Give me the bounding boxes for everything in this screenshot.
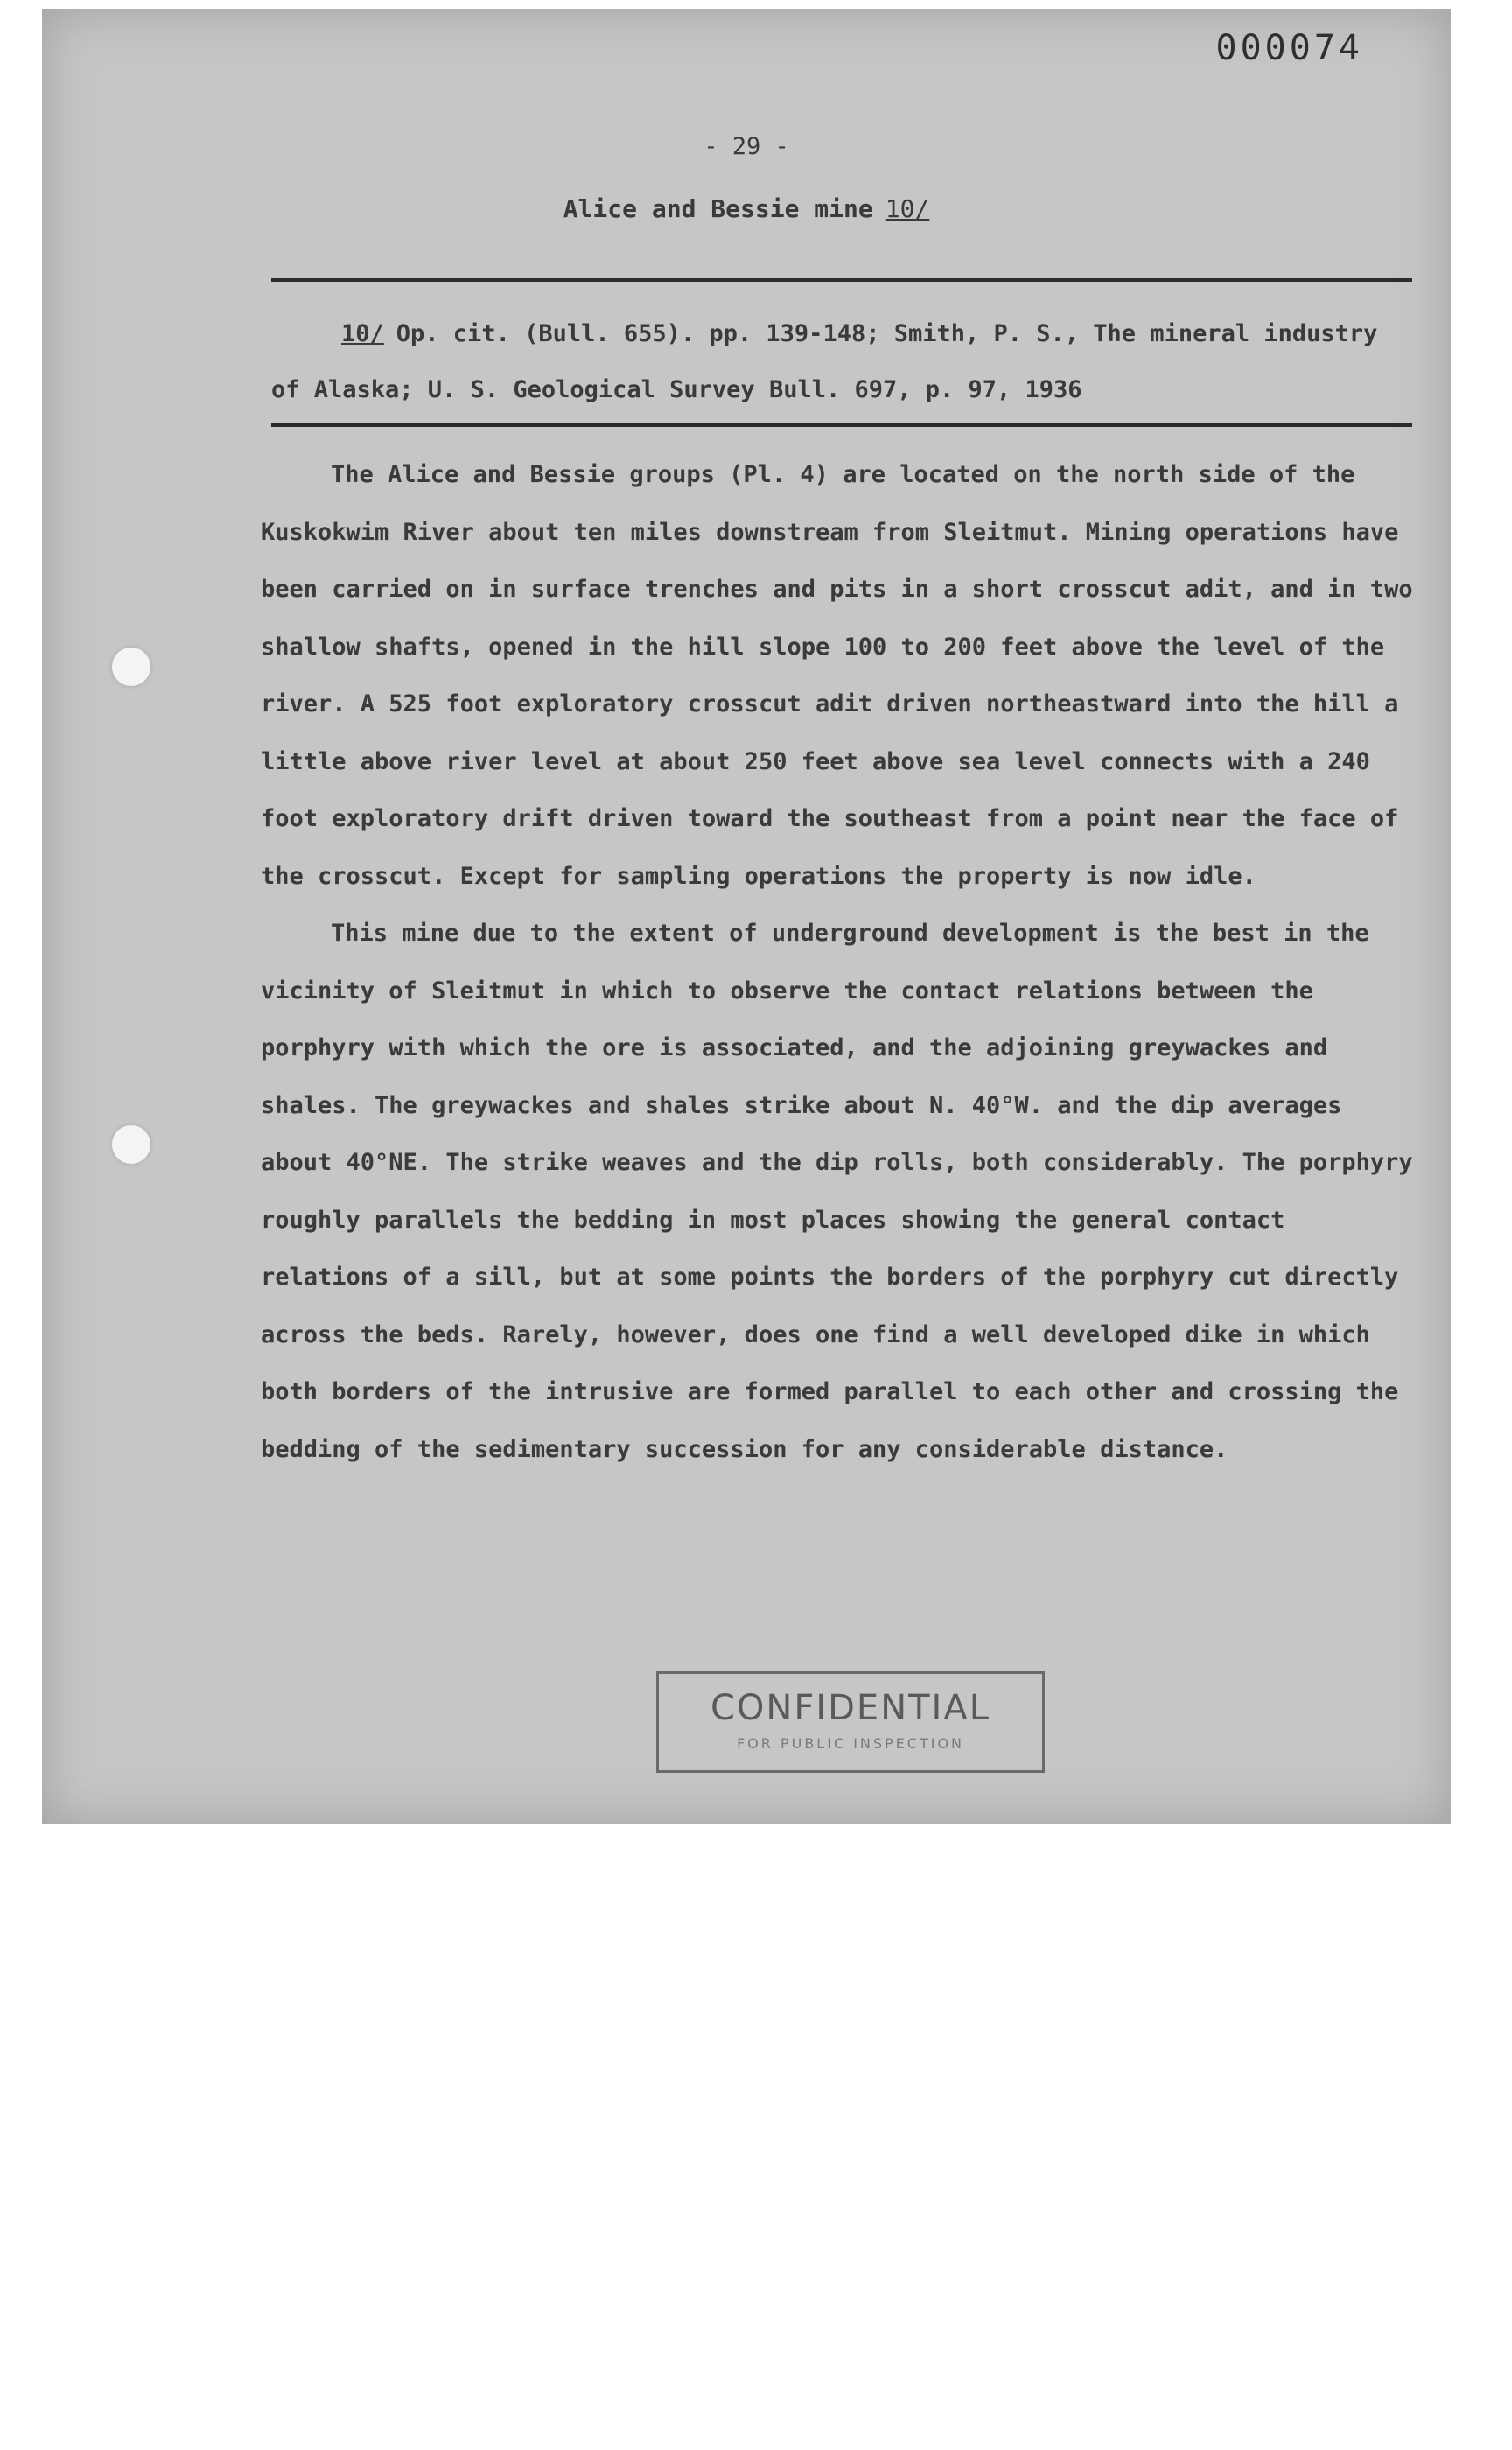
page-number: - 29 - <box>704 133 789 160</box>
confidential-stamp <box>656 1671 1045 1773</box>
punch-hole-icon <box>112 648 150 686</box>
punch-hole-icon <box>112 1125 150 1164</box>
title-text: Alice and Bessie mine <box>563 194 873 223</box>
document-number: 000074 <box>1215 28 1363 68</box>
footnote-bottom-rule <box>271 424 1412 427</box>
stamp-main-text: CONFIDENTIAL <box>710 1688 990 1728</box>
paragraph-1: The Alice and Bessie groups (Pl. 4) are located on the north side of the Kuskokwim River about ten miles downstream from Sleitmut. Mining operations have been carried on in surface trenches and pits in a short crosscut adit, and in two shallow shafts, opened in the hill slope 100 to 200 feet above the level of the river. A 525 foot exploratory crosscut adit driven northeastward into the hill a little above river level at about 250 feet above sea level connects with a 240 foot exploratory drift driven toward the southeast from a point near the face of the crosscut. Except for sampling operations the property is now idle. <box>261 461 1413 890</box>
body-text <box>261 446 1424 1478</box>
page-title <box>42 194 1451 223</box>
title-footnote-ref: 10/ <box>885 194 930 223</box>
footnote-marker: 10/ <box>341 320 384 347</box>
stamp-sub-text: FOR PUBLIC INSPECTION <box>736 1735 965 1752</box>
footnote <box>271 306 1412 418</box>
paragraph-2: This mine due to the extent of underground development is the best in the vicinity of Sleitmut in which to observe the contact relations between the porphyry with which the ore is associated, and the adjoining greywackes and shales. The greywackes and shales strike about N. 40°W. and the dip averages about 40°NE. The strike weaves and the dip rolls, both considerably. The porphyry roughly parallels the bedding in most places showing the general contact relations of a sill, but at some points the borders of the porphyry cut directly across the beds. Rarely, however, does one find a well developed dike in which both borders of the intrusive are formed parallel to each other and crossing the bedding of the sedimentary succession for any considerable distance. <box>261 920 1413 1463</box>
footnote-top-rule <box>271 278 1412 282</box>
footnote-text: Op. cit. (Bull. 655). pp. 139-148; Smith, P. S., The mineral industry of Alaska; U. S. Geological Survey Bull. 697, p. 97, 1936 <box>271 320 1378 403</box>
scanned-page <box>42 9 1451 1824</box>
